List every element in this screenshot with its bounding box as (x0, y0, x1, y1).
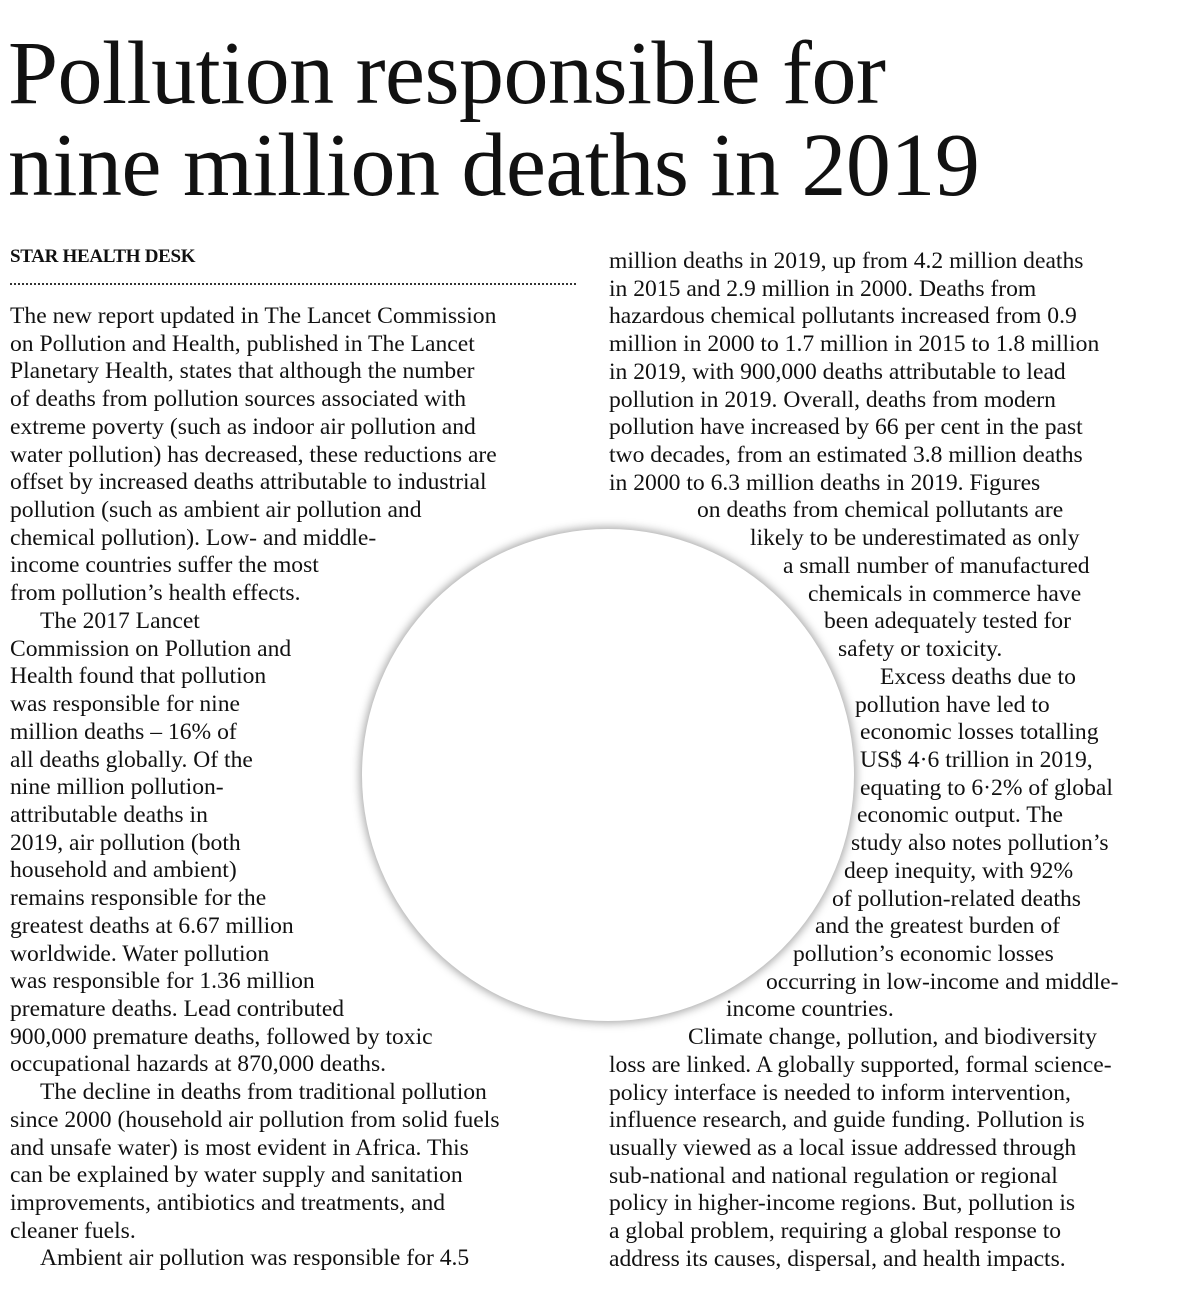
right-column-line: influence research, and guide funding. Pollution is (609, 1107, 1085, 1134)
left-column-line: since 2000 (household air pollution from solid fuels (10, 1106, 500, 1133)
left-column-line: Planetary Health, states that although the number (10, 358, 475, 385)
circular-image-placeholder (362, 529, 854, 1021)
right-column-line: been adequately tested for (824, 608, 1071, 635)
left-column-line: from pollution’s health effects. (10, 580, 301, 607)
byline: STAR HEALTH DESK (10, 246, 196, 267)
left-column-line: worldwide. Water pollution (10, 940, 270, 967)
left-column-line: remains responsible for the (10, 885, 267, 912)
left-column-line: offset by increased deaths attributable to industrial (10, 469, 487, 496)
headline-line-1: Pollution responsible for (8, 24, 886, 123)
left-column-line: can be explained by water supply and sanitation (10, 1162, 463, 1189)
headline-line-2: nine million deaths in 2019 (8, 116, 980, 215)
right-column-line: a global problem, requiring a global response to (609, 1218, 1062, 1245)
left-column-line: occupational hazards at 870,000 deaths. (10, 1051, 387, 1078)
right-column-line: study also notes pollution’s (851, 830, 1109, 857)
left-column-line: all deaths globally. Of the (10, 746, 253, 773)
right-column-line: occurring in low-income and middle- (766, 968, 1119, 995)
left-column-line: and unsafe water) is most evident in Africa. This (10, 1134, 469, 1161)
left-column-line: Commission on Pollution and (10, 635, 292, 662)
right-column-line: Excess deaths due to (880, 663, 1076, 690)
left-column-line: The new report updated in The Lancet Commission (10, 303, 497, 329)
right-column-line: economic losses totalling (860, 719, 1099, 746)
right-column-line: pollution have led to (855, 691, 1050, 718)
left-column-line: chemical pollution). Low- and middle- (10, 524, 377, 551)
right-column-line: Climate change, pollution, and biodiversity (688, 1024, 1097, 1051)
left-column-line: 900,000 premature deaths, followed by toxic (10, 1023, 433, 1050)
right-column-line: a small number of manufactured (783, 552, 1090, 579)
right-column-line: US$ 4·6 trillion in 2019, (860, 746, 1093, 773)
left-column-line: household and ambient) (10, 857, 237, 884)
right-column-line: equating to 6·2% of global (860, 774, 1113, 801)
left-column-line: of deaths from pollution sources associated with (10, 386, 467, 413)
right-column-line: million deaths in 2019, up from 4.2 million deaths (609, 248, 1084, 274)
right-column-line: two decades, from an estimated 3.8 million deaths (609, 442, 1083, 469)
right-column-line: in 2015 and 2.9 million in 2000. Deaths from (609, 275, 1037, 302)
left-column-line: Health found that pollution (10, 663, 267, 690)
left-column-line: was responsible for nine (10, 691, 240, 718)
left-column-line: million deaths – 16% of (10, 718, 237, 745)
left-column-line: The decline in deaths from traditional pollution (40, 1079, 487, 1106)
right-column-line: deep inequity, with 92% (844, 857, 1074, 884)
headline (8, 24, 980, 215)
right-column-line: hazardous chemical pollutants increased from 0.9 (609, 303, 1077, 330)
left-column-line: pollution (such as ambient air pollution and (10, 497, 422, 524)
right-column-line: income countries. (726, 996, 894, 1023)
right-column-line: pollution’s economic losses (793, 941, 1054, 967)
right-column-line: likely to be underestimated as only (750, 525, 1080, 552)
right-column-line: policy in higher-income regions. But, pollution is (609, 1190, 1076, 1217)
left-column-line: greatest deaths at 6.67 million (10, 912, 294, 939)
left-column-line: 2019, air pollution (both (10, 829, 241, 856)
left-column-line: improvements, antibiotics and treatments, and (10, 1190, 446, 1217)
right-column-line: chemicals in commerce have (808, 580, 1082, 607)
right-column-line: of pollution-related deaths (832, 885, 1081, 912)
left-column-line: Ambient air pollution was responsible for 4.5 (40, 1245, 470, 1272)
right-column-line: in 2019, with 900,000 deaths attributable to lead (609, 358, 1066, 385)
left-column-line: nine million pollution- (10, 774, 224, 801)
right-column-line: sub-national and national regulation or regional (609, 1162, 1058, 1189)
left-column-line: cleaner fuels. (10, 1217, 136, 1244)
right-column-line: pollution in 2019. Overall, deaths from modern (609, 386, 1056, 413)
left-column-line: The 2017 Lancet (40, 607, 200, 634)
left-column-line: extreme poverty (such as indoor air pollution and (10, 413, 476, 440)
right-column-line: safety or toxicity. (838, 636, 1003, 663)
left-column-line: premature deaths. Lead contributed (10, 996, 345, 1022)
left-column-line: was responsible for 1.36 million (10, 968, 315, 995)
right-column-line: pollution have increased by 66 per cent in the past (609, 414, 1083, 441)
right-column-line: economic output. The (857, 802, 1063, 829)
right-column-line: policy interface is needed to inform intervention, (609, 1079, 1071, 1106)
right-column-line: usually viewed as a local issue addressed through (609, 1135, 1077, 1162)
right-column-line: loss are linked. A globally supported, formal science- (609, 1051, 1112, 1078)
left-column-line: water pollution) has decreased, these reductions are (10, 441, 497, 468)
left-column-line: income countries suffer the most (10, 552, 319, 579)
right-column-line: on deaths from chemical pollutants are (697, 497, 1064, 524)
right-column-line: in 2000 to 6.3 million deaths in 2019. Figures (609, 469, 1041, 496)
dotted-divider (10, 283, 576, 285)
right-column-line: and the greatest burden of (815, 913, 1061, 940)
right-column-line: address its causes, dispersal, and health impacts. (609, 1245, 1066, 1272)
left-column-line: on Pollution and Health, published in The Lancet (10, 330, 475, 357)
right-column-line: million in 2000 to 1.7 million in 2015 to 1.8 million (609, 331, 1100, 358)
left-column-line: attributable deaths in (10, 801, 208, 828)
